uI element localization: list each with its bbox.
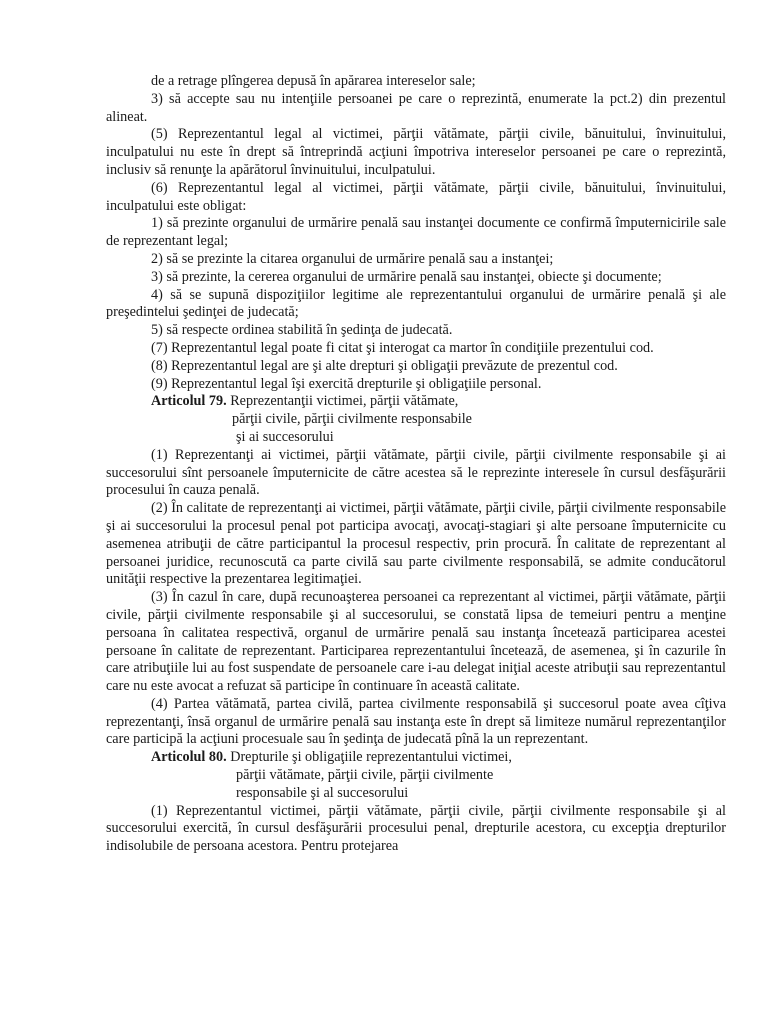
article-title-cont: responsabile şi al succesorului: [236, 784, 409, 801]
article-title: Reprezentanţii victimei, părţii vătămate,: [226, 393, 459, 410]
article-title-cont: şi ai succesorului: [236, 428, 334, 445]
paragraph: 1) să prezinte organului de urmărire penală sau instanţei documente ce confirmă împuternicirile sale de reprezentant legal;: [106, 215, 726, 250]
article-79-heading: [106, 393, 726, 446]
paragraph: (5) Reprezentantul legal al victimei, părţii vătămate, părţii civile, bănuitului, învinuitului, inculpatului nu este în drept să întreprindă acţiuni împotriva intereselor persoanei pe care o reprezintă, inclusiv să renunţe la apărătorul învinuitului, inculpatului.: [106, 126, 726, 178]
paragraph: (2) În calitate de reprezentanţi ai victimei, părţii vătămate, părţii civile, părţii civilmente responsabile şi ai succesorului la procesul penal pot participa avocaţi, avocaţi-stagiari şi alte persoane împuternicite cu asemenea atribuţii de către participantul la procesul respectiv, prin procură. În calitate de reprezentant al persoanei juridice, recunoscută ca parte civilă sau parte civilmente responsabilă, se admite conducătorul unităţii respective la prezentarea legitimaţiei.: [106, 500, 726, 588]
article-title: Drepturile şi obligaţiile reprezentantului victimei,: [226, 749, 512, 766]
paragraph: (1) Reprezentanţi ai victimei, părţii vătămate, părţii civile, părţii civilmente responsabile şi ai succesorului sînt persoanele împuternicite de către acestea să le reprezinte interesele în cursul desfăşurării procesului în cauza penală.: [106, 446, 726, 499]
paragraph: (1) Reprezentantul victimei, părţii vătămate, părţii civile, părţii civilmente responsabile şi al succesorului exercită, în cursul desfăşurării procesului penal, drepturile acestora, cu excepţia drepturilor indisolubile de persoana acestora. Pentru protejarea: [106, 802, 726, 855]
paragraph: (8) Reprezentantul legal are şi alte drepturi şi obligaţii prevăzute de prezentul cod.: [151, 357, 618, 374]
paragraph: 5) să respecte ordinea stabilită în şedinţa de judecată.: [151, 322, 453, 339]
paragraph: (9) Reprezentantul legal îşi exercită drepturile şi obligaţiile personal.: [151, 375, 542, 392]
article-label: Articolul 80.: [151, 749, 227, 766]
paragraph: 3) să prezinte, la cererea organului de urmărire penală sau instanţei, obiecte şi documente;: [151, 268, 662, 285]
article-label: Articolul 79.: [151, 393, 227, 410]
document-body: [106, 73, 726, 856]
paragraph: de a retrage plîngerea depusă în apărarea intereselor sale;: [151, 73, 476, 89]
paragraph: 4) să se supună dispoziţiilor legitime ale reprezentantului organului de urmărire penală şi ale preşedintelui şedinţei de judecată;: [106, 286, 726, 321]
paragraph: (3) În cazul în care, după recunoaşterea persoanei ca reprezentant al victimei, părţii vătămate, părţii civile, părţii civilmente responsabile şi al succesorului, se constată lipsa de temeiuri pentru a menţine persoana în calitatea respectivă, organul de urmărire penală sau instanţa încetează participarea acestei persoane în calitate de reprezentant. Participarea reprezentantului încetează, de asemenea, şi în cazurile în care atribuţiile lui au fost suspendate de persoanele care i-au delegat iniţial aceste atribuţii sau reprezentantul care nu este avocat a refuzat să participe în continuare în această calitate.: [106, 589, 726, 695]
paragraph: 3) să accepte sau nu intenţiile persoanei pe care o reprezintă, enumerate la pct.2) din prezentul alineat.: [106, 90, 726, 125]
article-title-cont: părţii vătămate, părţii civile, părţii civilmente: [236, 767, 494, 784]
paragraph: (4) Partea vătămată, partea civilă, partea civilmente responsabilă şi succesorul poate avea cîţiva reprezentanţi, însă organul de urmărire penală sau instanţa este în drept să limiteze numărul reprezentanţilor care participă la acţiuni procesuale sau în şedinţa de judecată pînă la un reprezentant.: [106, 695, 726, 748]
article-title-cont: părţii civile, părţii civilmente responsabile: [232, 411, 472, 428]
article-80-heading: [106, 749, 726, 802]
paragraph: 2) să se prezinte la citarea organului de urmărire penală sau a instanţei;: [151, 250, 554, 267]
paragraph: (7) Reprezentantul legal poate fi citat şi interogat ca martor în condiţiile prezentului cod.: [151, 339, 654, 356]
paragraph: (6) Reprezentantul legal al victimei, părţii vătămate, părţii civile, bănuitului, învinuitului, inculpatului este obligat:: [106, 179, 726, 214]
